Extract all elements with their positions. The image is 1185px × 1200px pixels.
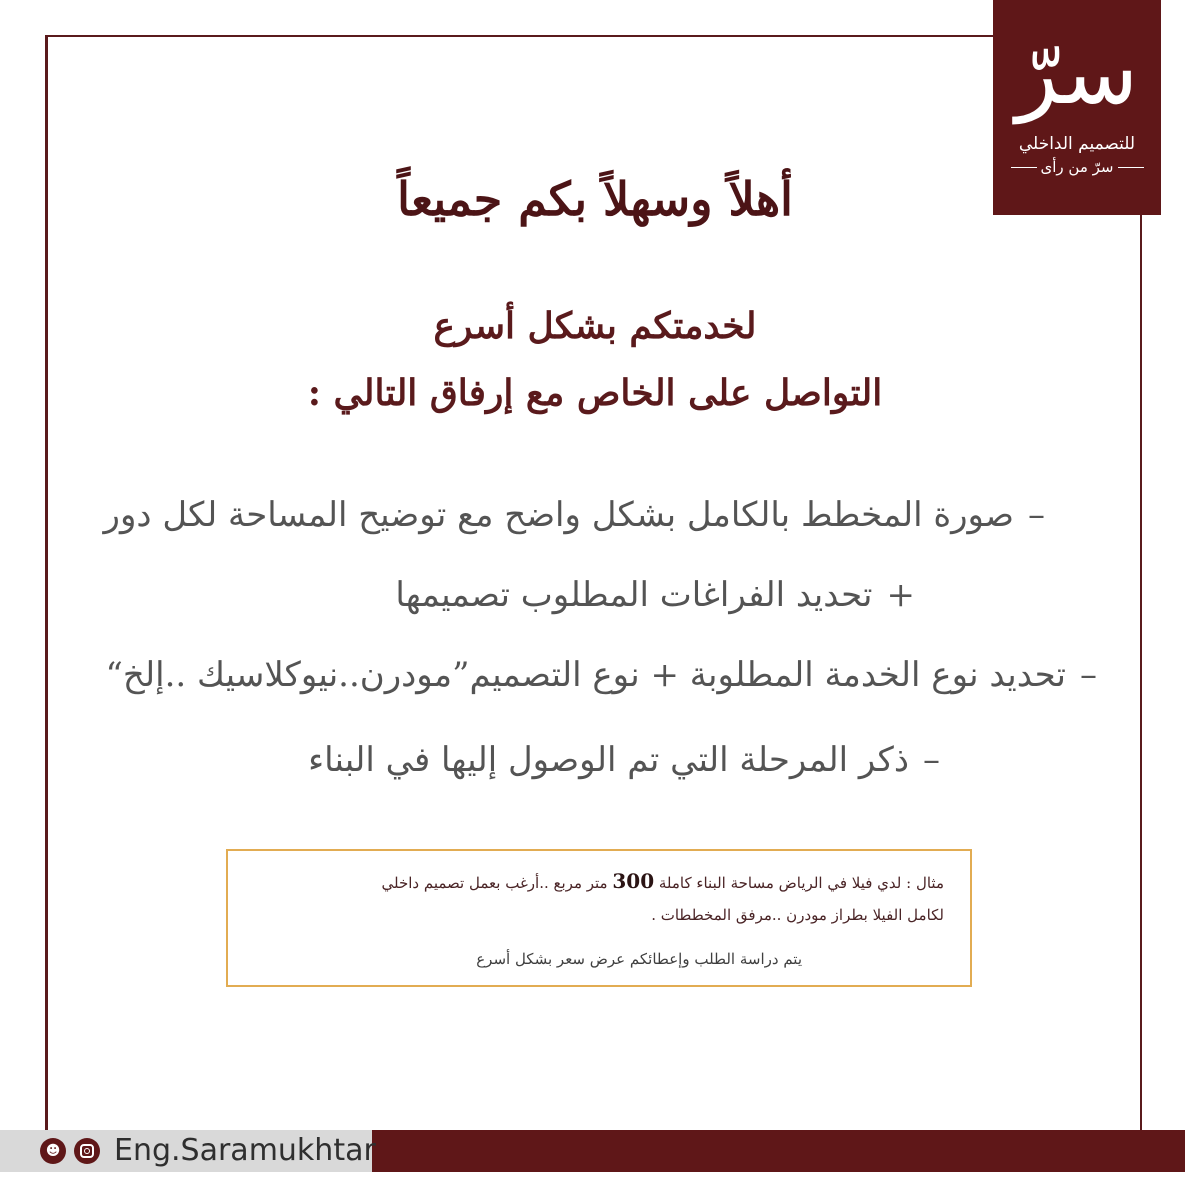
list-item-text: تحديد نوع الخدمة المطلوبة + نوع التصميم”مودرن..نيوكلاسيك ..إلخ“ [105, 655, 1066, 695]
example-line-1: مثال : لدي فيلا في الرياض مساحة البناء كاملة 300 متر مربع ..أرغب بعمل تصميم داخلي [381, 869, 944, 893]
example-box [226, 849, 972, 987]
logo-mark: سرّ [1015, 21, 1139, 124]
frame-right-line [1140, 215, 1142, 1130]
main-heading: أهلاً وسهلاً بكم جميعاً [397, 172, 793, 226]
frame-top-line [45, 35, 995, 37]
list-item-text: ذكر المرحلة التي تم الوصول إليها في البناء [308, 740, 909, 780]
snapchat-icon[interactable]: ☻ [40, 1138, 66, 1164]
example-line-2: لكامل الفيلا بطراز مودرن ..مرفق المخططات . [651, 906, 944, 924]
frame-left-line [45, 35, 48, 1130]
subheading-contact-instructions: التواصل على الخاص مع إرفاق التالي : [307, 372, 883, 414]
social-handle[interactable]: Eng.Saramukhtar [114, 1133, 376, 1168]
list-bullet: – [1028, 495, 1045, 535]
footer-brand-bar [372, 1130, 1185, 1172]
logo-subtitle: سرّ من رأى [993, 158, 1161, 176]
list-bullet: – [1080, 655, 1097, 695]
logo-tagline: للتصميم الداخلي [1018, 134, 1136, 154]
list-item [105, 655, 1097, 695]
example-area-number: 300 [612, 869, 655, 893]
example-note: يتم دراسة الطلب وإعطائكم عرض سعر بشكل أسرع [476, 950, 802, 968]
list-item-text: تحديد الفراغات المطلوب تصميمها [395, 575, 873, 615]
list-bullet: + [886, 575, 915, 615]
subheading-faster-service: لخدمتكم بشكل أسرع [433, 305, 757, 347]
list-item-text: صورة المخطط بالكامل بشكل واضح مع توضيح المساحة لكل دور [103, 495, 1014, 535]
list-item [308, 740, 940, 780]
list-item [395, 575, 915, 615]
list-bullet: – [923, 740, 940, 780]
list-item [104, 495, 1045, 535]
instagram-icon[interactable] [74, 1138, 100, 1164]
